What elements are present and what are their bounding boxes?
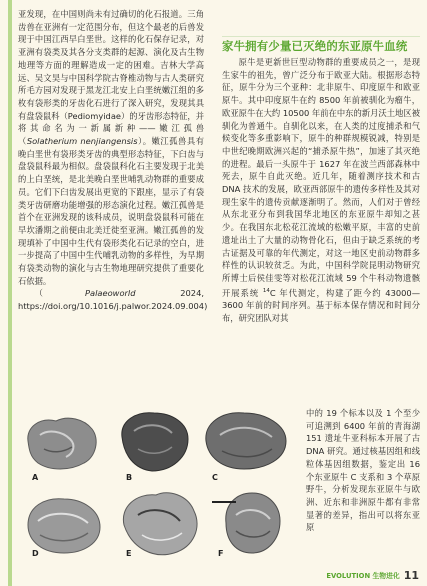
fossil-tooth-b-image bbox=[114, 407, 194, 477]
footer-brand: EVOLUTION 生物进化 bbox=[326, 572, 400, 580]
page-number: 11 bbox=[403, 568, 419, 582]
left-column-text bbox=[18, 8, 208, 313]
citation-journal: Palaeoworld bbox=[85, 288, 136, 299]
article-headline: 家牛拥有少量已灭绝的东亚原牛血统 bbox=[222, 39, 408, 53]
right-column-continued: 中的 19 个标本以及 1 个至少可追溯到 6400 年前的青海湖 151 遗址牛亚科标本开展了古 DNA 研究。通过核基因组和线粒体基因组数据，鉴定出 16 个东亚原牛 C 支系和 3 个草原野牛，分析发现东亚原牛与欧洲、近东和非洲原牛都有非常显著的差异，指出可以将东亚原 bbox=[306, 408, 420, 533]
fossil-tooth-f-image bbox=[218, 487, 288, 561]
left-decorative-bar bbox=[8, 0, 12, 586]
page-footer bbox=[326, 568, 419, 582]
figure-label-a: A bbox=[32, 473, 39, 482]
fossil-tooth-a-image bbox=[22, 413, 102, 475]
figure-label-e: E bbox=[126, 549, 132, 558]
fossil-figure bbox=[22, 405, 300, 565]
right-paragraph-1: 原牛是更新世巨型动物群的重要成员之一，是现生家牛的祖先，曾广泛分布于欧亚大陆。根据形态特征，原牛分为三个亚种：北非原牛、印度原牛和欧亚原牛。其中印度原牛在约 8500 年前被驯化为瘤牛，欧亚原牛在大约 10500 年前在中东的新月沃土地区被驯化为普通牛。自驯化以来，在人类的过度捕杀和气候变化等多重影响下，原牛的种群规模锐减，特别是中世纪晚期欧洲兴起的“捕杀原牛热”，加速了其灭绝的进程。最后一头原牛于 1627 年在波兰西部森林中死去，原牛自此灭绝。近几年，随着测序技术和古 DNA 技术的发展，欧亚西部原牛的遗传多样性及其对现生家牛的遗传贡献逐渐明了。然而，人们对于曾经从东北亚分布到我国华北地区的东亚原牛却知之甚少。在我国东北松花江流域的松嫩平原，丰富的史前遗址出土了大量的动物骨化石，但由于缺乏系统的考古证据及可靠的年代测定，对这一地区史前动物群多样性的认识较贫乏。为此，中国科学院昆明动物研究所博士后侯佳雯等对松花江流域 59 个牛科动物遗骸开展系统 $^{14}$C 年代测定，构建了距今约 43000—3600 年前的时间序列。基于标本保存情况和时间分布，研究团队对其 bbox=[222, 57, 421, 323]
species-name: Solatherium nenjiangensis bbox=[26, 136, 138, 147]
figure-label-c: C bbox=[212, 473, 218, 482]
fossil-tooth-c-image bbox=[200, 405, 292, 475]
left-paragraph-1: 亚发现，在中国则尚未有过确切的化石报道。三角齿兽在亚洲有一定范围分布，但这个最老的后兽发现于中国江西早白垩世。这样的化石保存记录，对亚洲有袋类及其各分支类群的起源、演化及古生物地理等方面的理解造成一定的困难。吉林大学高远、吴文昊与中国科学院古脊椎动物与古人类研究所毛方园对发现于黑龙江北安上白垩统嫩江组的多枚有袋形类的牙齿化石进行了深入研究，发现其具有盘袋鼠科（Pediomyidae）的牙齿形态特征，并将其命名为一新属新种——嫩江孤兽（Solatherium nenjiangensis）。嫩江孤兽具有晚白垩世有袋形类牙齿的典型形态特征，下臼齿与盘袋鼠科最为相似。盘袋鼠科化石主要发现于北美的上白垩统，是北美晚白垩世哺乳动物群的重要成员。它们下臼齿发展出更宽的下跟座，显示了有袋类牙齿研磨功能增强的形态演化过程。嫩江孤兽是首个在亚洲发现的该科成员，说明盘袋鼠科可能在早坎潘期之前便由北美迁徙至亚洲。嫩江孤兽的发现填补了中国中生代有袋形类化石记录的空白，进一步提高了中国中生代哺乳动物的多样性，为早期有袋类动物的演化与古生物地理研究提供了重要化石依据。 bbox=[18, 9, 204, 286]
scale-bar bbox=[212, 501, 236, 503]
figure-label-f: F bbox=[218, 549, 224, 558]
right-column-text bbox=[222, 56, 420, 325]
headline-rule bbox=[222, 36, 420, 37]
isotope-superscript: 14 bbox=[262, 287, 270, 294]
figure-label-b: B bbox=[126, 473, 133, 482]
figure-label-d: D bbox=[32, 549, 39, 558]
citation: （Palaeoworld 2024, https://doi.org/10.1016/j.palwor.2024.09.004) bbox=[18, 288, 208, 312]
citation-doi: 2024, https://doi.org/10.1016/j.palwor.2024.09.004) bbox=[18, 288, 208, 312]
